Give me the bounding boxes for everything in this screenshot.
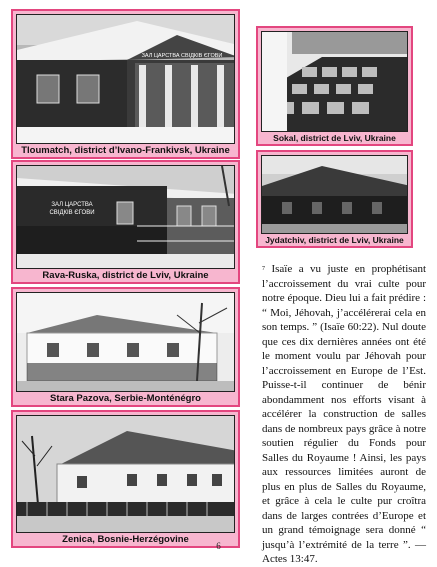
- page-number: 6: [216, 541, 221, 551]
- photo-jydatchiv: [261, 155, 408, 234]
- photo-rava-ruska: [16, 165, 235, 269]
- photo-frame-stara-pazova: [11, 287, 240, 407]
- caption-jydatchiv: Jydatchiv, district de Lviv, Ukraine: [265, 235, 404, 245]
- paragraph-number: 7: [262, 266, 265, 272]
- caption-zenica: Zenica, Bosnie-Herzégovine: [62, 534, 189, 545]
- photo-frame-tloumatch: [11, 9, 240, 159]
- caption-stara-pazova: Stara Pazova, Serbie-Monténégro: [50, 393, 201, 404]
- photo-frame-rava-ruska: [11, 160, 240, 284]
- photo-frame-zenica: [11, 410, 240, 548]
- photo-zenica: [16, 415, 235, 533]
- caption-tloumatch: Tloumatch, district d’Ivano-Frankivsk, Ukraine: [21, 145, 230, 156]
- photo-stara-pazova: [16, 292, 235, 392]
- rava-sign-line2: СВІДКІВ ЄГОВИ: [49, 210, 95, 216]
- article-body: [262, 262, 426, 567]
- caption-sokal: Sokal, district de Lviv, Ukraine: [273, 133, 396, 143]
- photo-tloumatch: [16, 14, 235, 144]
- photo-frame-sokal: [256, 26, 413, 146]
- article-paragraph: Isaïe a vu juste en prophétisant l’accroissement du vrai culte pour notre époque. Dieu lui a fait prédire : “ Moi, Jéhovah, j’accélérerai cela en son temps. ” (Isaïe 60:22). Nul doute que ces dix dernières années ont été le moment voulu par Jéhovah pour l’accroissement en Europe de l’Est. Puisse-t-il continuer de bénir abondamment nos efforts visant à accélérer la construction de salles dans de nombreux pays grâce à notre soutien régulier du Fonds pour Salles du Royaume ! Ainsi, les pays aux ressources limitées auront de plus en plus de Salles du Royaume, et grâce à cela le culte pur croîtra dans de larges contrées d’Europe et un grand témoignage sera donné “ jusqu’à l’extrémité de la terre ”. — Actes 13:47.: [262, 263, 426, 565]
- rava-sign-line1: ЗАЛ ЦАРСТВА: [51, 202, 93, 208]
- caption-rava-ruska: Rava-Ruska, district de Lviv, Ukraine: [42, 270, 209, 281]
- tloumatch-sign-text: ЗАЛ ЦАРСТВА СВІДКІВ ЄГОВИ: [141, 53, 223, 59]
- photo-frame-jydatchiv: [256, 150, 413, 248]
- photo-sokal: [261, 31, 408, 132]
